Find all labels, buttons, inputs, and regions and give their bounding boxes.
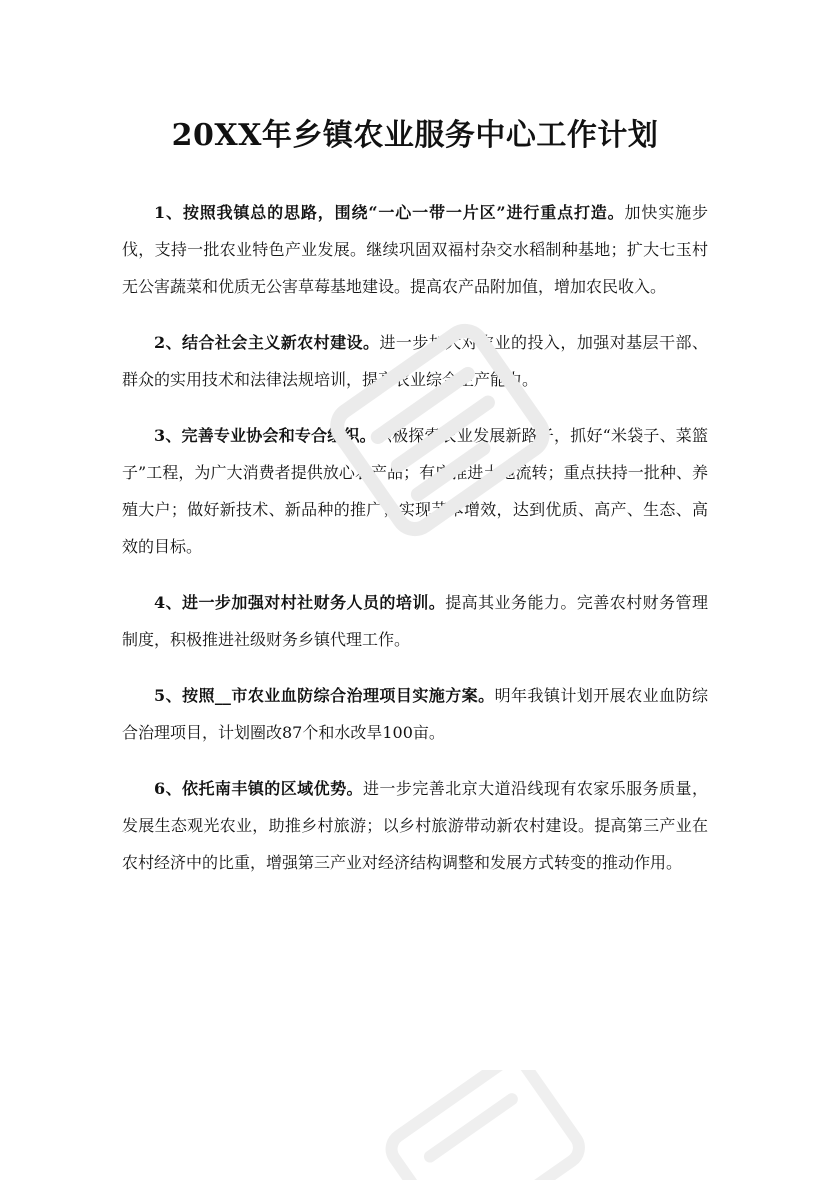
paragraph-lead: 2、结合社会主义新农村建设。	[154, 333, 380, 352]
paragraph-text: 加快实施步伐，支持一批农业特色产业发展。继续巩固双福村杂交水稻制种基地；扩大七玉村无公害蔬菜和优质无公害草莓基地建设。提高农产品附加值，增加农民收入。	[122, 203, 708, 296]
paragraph-2	[122, 324, 708, 398]
paragraph-6	[122, 770, 708, 881]
paragraph-lead: 5、按照__市农业血防综合治理项目实施方案。	[154, 686, 495, 705]
document-body	[122, 194, 708, 881]
paragraph-4	[122, 584, 708, 658]
paragraph-text: 明年我镇计划开展农业血防综合治理项目，计划圈改87个和水改旱100亩。	[122, 686, 708, 742]
paragraph-1	[122, 194, 708, 305]
paragraph-lead: 1、按照我镇总的思路，围绕“一心一带一片区”进行重点打造。	[154, 203, 625, 222]
paragraph-text: 进一步加大对农业的投入，加强对基层干部、群众的实用技术和法律法规培训，提高农业综合生产能力。	[122, 333, 708, 389]
paragraph-text: 进一步完善北京大道沿线现有农家乐服务质量，发展生态观光农业，助推乡村旅游；以乡村旅游带动新农村建设。提高第三产业在农村经济中的比重，增强第三产业对经济结构调整和发展方式转变的推动作用。	[122, 779, 708, 872]
paragraph-lead: 4、进一步加强对村社财务人员的培训。	[154, 593, 446, 612]
paragraph-3	[122, 417, 708, 565]
paragraph-5	[122, 677, 708, 751]
paragraph-text: 提高其业务能力。完善农村财务管理制度，积极推进社级财务乡镇代理工作。	[122, 593, 708, 649]
document-title: 20XX年乡镇农业服务中心工作计划	[171, 118, 659, 153]
paragraph-lead: 6、依托南丰镇的区域优势。	[154, 779, 363, 798]
paragraph-text: 积极探索农业发展新路子，抓好“米袋子、菜篮子”工程，为广大消费者提供放心农产品；有序推进土地流转；重点扶持一批种、养殖大户；做好新技术、新品种的推广；实现节本增效，达到优质、高产、生态、高效的目标。	[122, 426, 708, 556]
paragraph-lead: 3、完善专业协会和专合组织。	[154, 426, 376, 445]
